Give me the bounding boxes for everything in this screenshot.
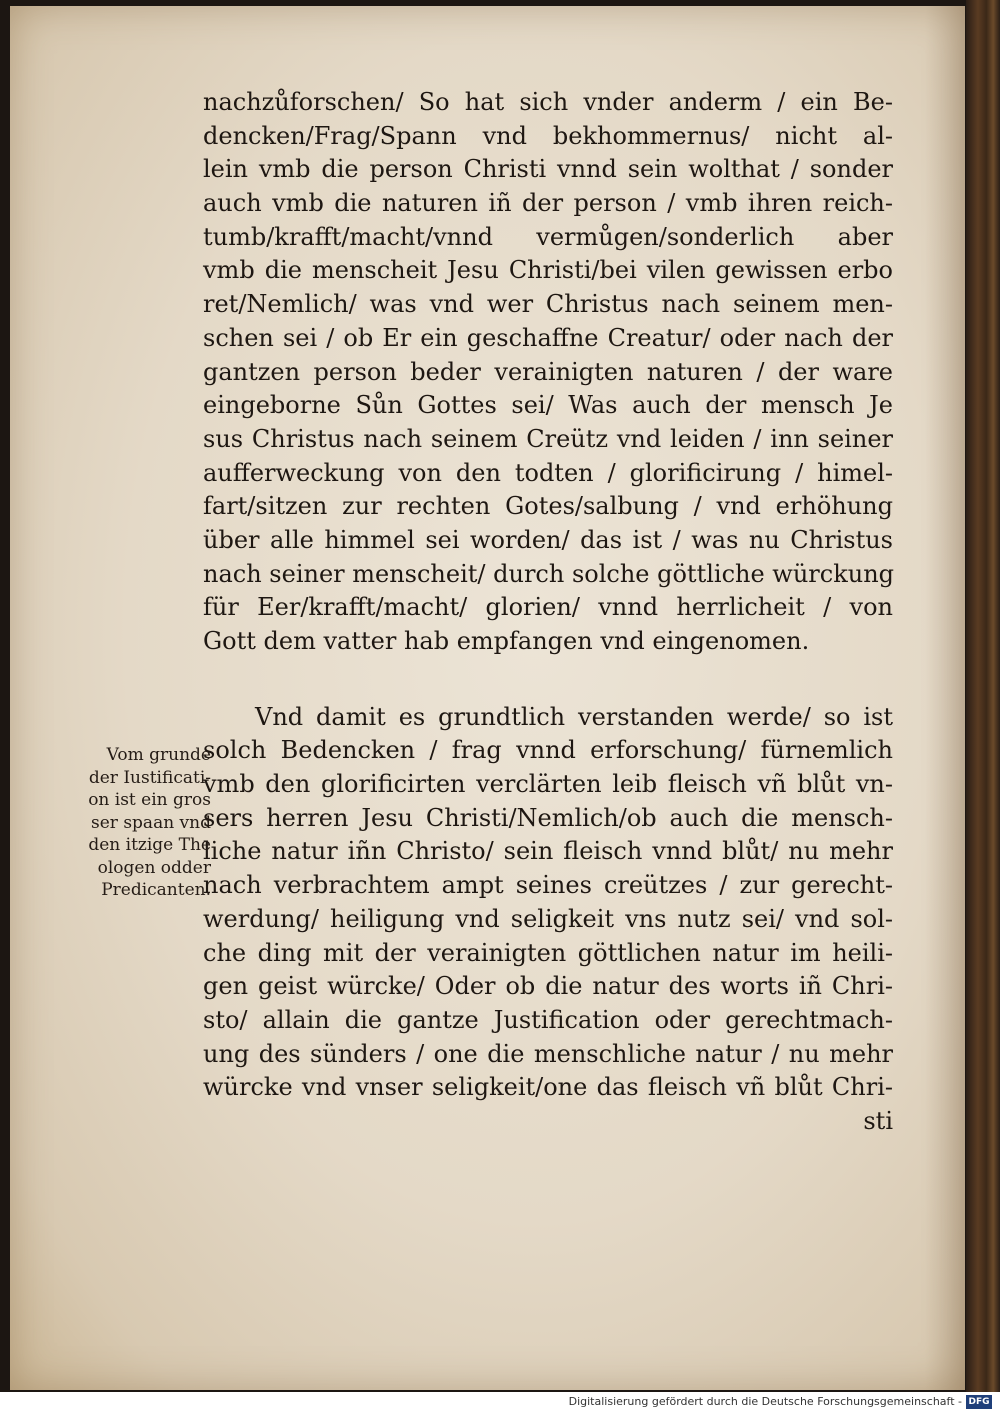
text-line: sers herren Jesu Christi/Nemlich/ob auch die mensch- (203, 803, 893, 832)
paragraph-2 (203, 701, 893, 1139)
text-line: würcke vnd vnser seligkeit/one das fleisch vñ blůt Chri- (203, 1073, 893, 1102)
text-line: sto/ allain die gantze Justification oder gerechtmach- (203, 1005, 893, 1034)
text-line: Vnd damit es grundtlich verstanden werde/ so ist (255, 702, 893, 731)
margin-note-line: Vom grunde (106, 745, 211, 765)
margin-note-line: Predicanten. (101, 880, 211, 900)
text-line: Gott dem vatter hab empfangen vnd eingenomen. (203, 627, 810, 655)
text-line: werdung/ heiligung vnd seligkeit vns nutz sei/ vnd sol- (203, 904, 893, 933)
text-line: eingeborne Sůn Gottes sei/ Was auch der mensch Je (203, 391, 893, 420)
text-line: für Eer/krafft/macht/ glorien/ vnnd herrlicheit / von (203, 593, 893, 622)
text-line: che ding mit der verainigten göttlichen natur im heili- (203, 938, 893, 967)
text-line: dencken/Frag/Spann vnd bekhommernus/ nicht al- (203, 121, 893, 150)
text-line: nach seiner menscheit/ durch solche göttliche würckung (203, 559, 895, 588)
text-line: lein vmb die person Christi vnnd sein wolthat / sonder (203, 155, 893, 184)
text-line: tumb/krafft/macht/vnnd vermůgen/sonderlich aber (203, 222, 893, 251)
margin-note-line: der Iustificati- (88, 767, 211, 788)
text-line: ung des sünders / one die menschliche natur / nu mehr (203, 1039, 893, 1068)
text-line: solch Bedencken / frag vnnd erforschung/ fürnemlich (203, 736, 893, 765)
dfg-logo: DFG (966, 1395, 992, 1409)
text-line: auch vmb die naturen iñ der person / vmb ihren reich- (203, 189, 893, 218)
text-line: vmb die menscheit Jesu Christi/bei vilen gewissen erbo (203, 256, 893, 285)
text-line: nachzůforschen/ So hat sich vnder anderm / ein Be- (203, 88, 893, 116)
funding-notice: Digitalisierung gefördert durch die Deutsche Forschungsgemeinschaft - (568, 1395, 962, 1408)
catchword: sti (863, 1106, 893, 1135)
text-line: liche natur iñn Christo/ sein fleisch vnnd blůt/ nu mehr (203, 837, 893, 866)
text-line: nach verbrachtem ampt seines creützes / zur gerecht- (203, 871, 893, 900)
footer-bar (0, 1392, 1000, 1414)
text-line: über alle himmel sei worden/ das ist / was nu Christus (203, 525, 893, 554)
text-line: vmb den glorificirten verclärten leib fleisch vñ blůt vn- (203, 770, 893, 799)
text-line: fart/sitzen zur rechten Gotes/salbung / vnd erhöhung (203, 492, 893, 521)
text-line: gantzen person beder verainigten naturen / der ware (203, 357, 893, 386)
text-line: sus Christus nach seinem Creütz vnd leiden / inn seiner (203, 424, 893, 453)
margin-note-line: den itzige The (88, 835, 211, 855)
text-line: ret/Nemlich/ was vnd wer Christus nach seinem men- (203, 290, 893, 319)
margin-note-line: ologen odder (97, 857, 211, 878)
margin-note-line: ser spaan vnd (91, 812, 211, 833)
text-line: schen sei / ob Er ein geschaffne Creatur/ oder nach der (203, 323, 893, 352)
binding-edge (966, 0, 1000, 1392)
paragraph-1 (203, 86, 893, 659)
marginal-note (66, 744, 211, 902)
text-line: gen geist würcke/ Oder ob die natur des worts iñ Chri- (203, 972, 893, 1001)
text-line: aufferweckung von den todten / glorificirung / himel- (203, 458, 893, 487)
main-text (203, 86, 893, 1139)
margin-note-line: on ist ein gros (88, 790, 211, 810)
